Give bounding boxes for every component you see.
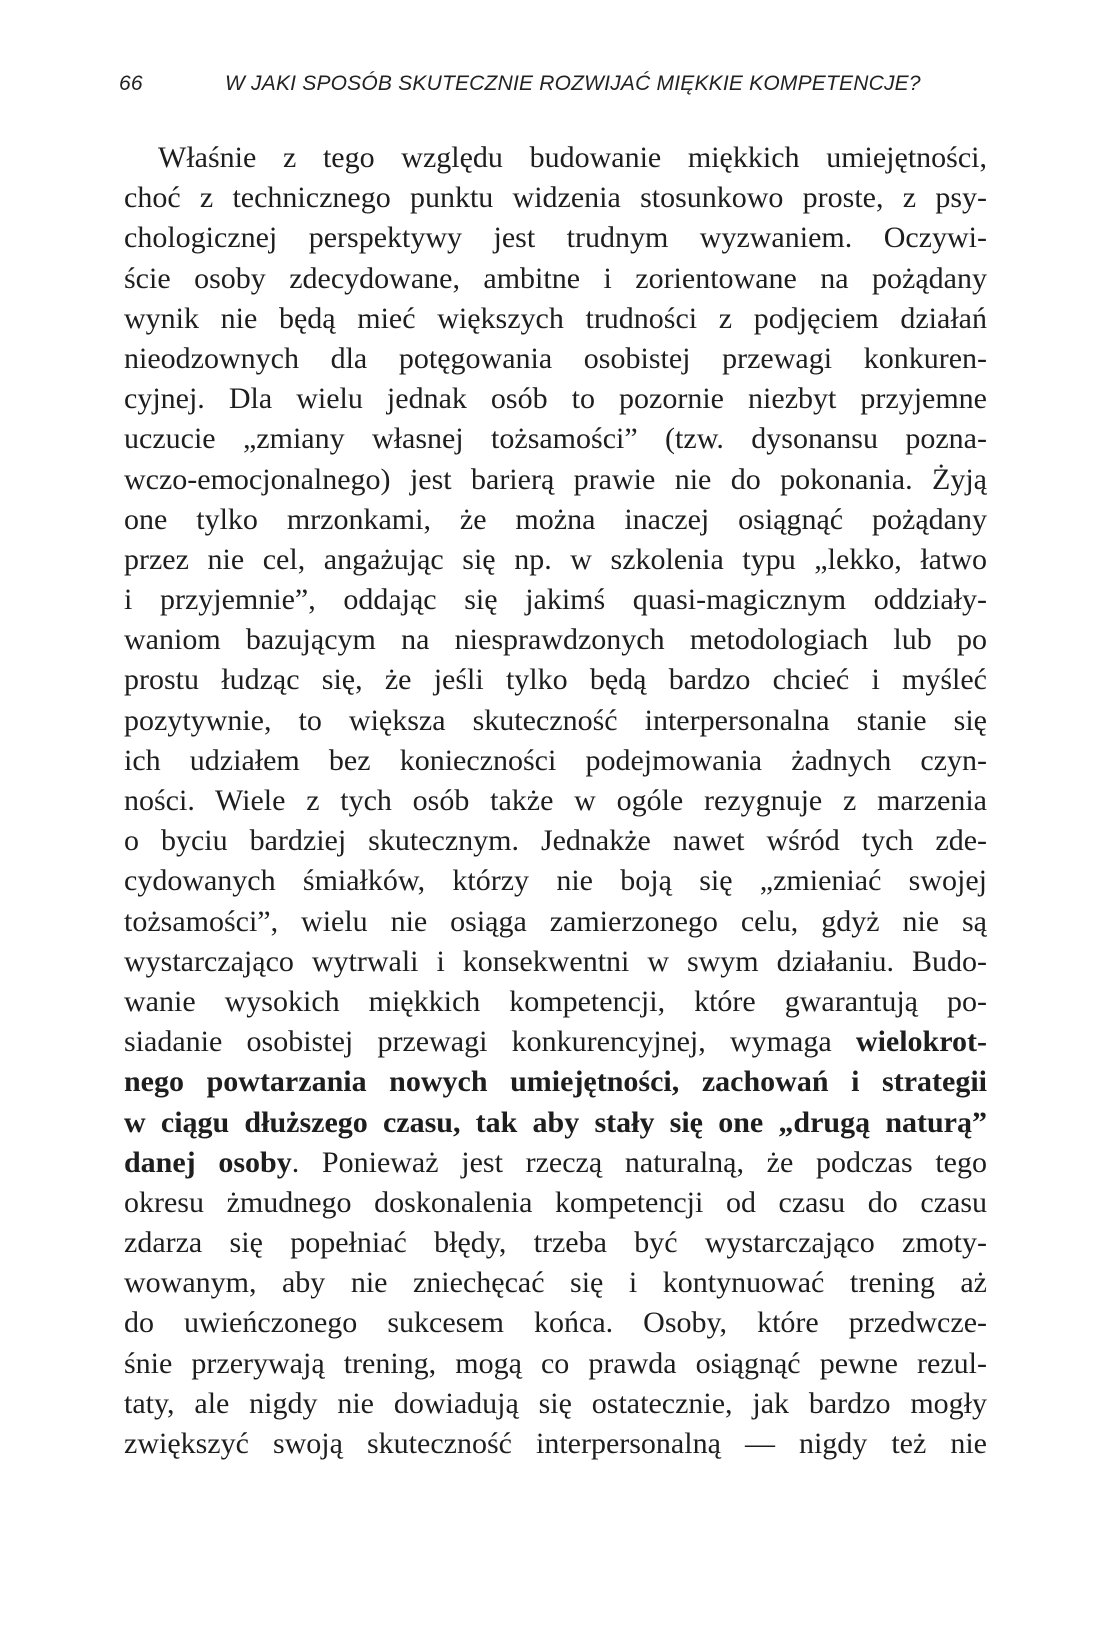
text-line [124,1022,987,1062]
text-line [124,138,987,178]
text-segment: Właśnie z tego względu budowanie miękkich umiejętności, [158,141,987,174]
text-line [124,660,987,700]
text-segment: do uwieńczonego sukcesem końca. Osoby, które przedwcze- [124,1306,987,1340]
text-line [124,1344,987,1384]
text-line [124,1424,987,1464]
text-line [124,540,987,580]
text-line [124,299,987,339]
text-line [124,1062,987,1102]
text-line [124,701,987,741]
text-segment: wczo-emocjonalnego) jest barierą prawie nie do pokonania. Żyją [124,462,987,496]
text-segment: tożsamości”, wielu nie osiąga zamierzonego celu, gdyż nie są [124,904,987,938]
text-line [124,942,987,982]
text-segment: śnie przerywają trening, mogą co prawda osiągnąć pewne rezul- [124,1346,987,1380]
page-header [119,72,987,104]
text-segment: o byciu bardziej skutecznym. Jednakże nawet wśród tych zde- [124,824,987,858]
text-segment: . Ponieważ jest rzeczą naturalną, że podczas tego [291,1145,987,1179]
text-segment: choć z technicznego punktu widzenia stosunkowo proste, z psy- [124,181,987,215]
text-line [124,178,987,218]
text-line [124,259,987,299]
text-segment: cyjnej. Dla wielu jednak osób to pozornie niezbyt przyjemne [124,382,987,416]
text-segment: okresu żmudnego doskonalenia kompetencji od czasu do czasu [124,1185,987,1219]
text-segment: siadanie osobistej przewagi konkurencyjnej, wymaga [124,1025,856,1059]
bold-text-segment: wielokrot- [855,1025,987,1059]
text-segment: prostu łudząc się, że jeśli tylko będą bardzo chcieć i myśleć [124,663,987,697]
text-segment: waniom bazującym na niesprawdzonych metodologiach lub po [124,623,987,657]
text-line [124,1303,987,1343]
text-segment: przez nie cel, angażując się np. w szkolenia typu „lekko, łatwo [124,542,987,576]
text-line [124,580,987,620]
text-line [124,500,987,540]
text-line [124,821,987,861]
bold-text-segment: w ciągu dłuższego czasu, tak aby stały się one „drugą naturą” [124,1105,987,1139]
text-segment: pozytywnie, to większa skuteczność interpersonalna stanie się [124,703,987,737]
text-segment: uczucie „zmiany własnej tożsamości” (tzw. dysonansu pozna- [124,422,987,456]
bold-text-segment: nego powtarzania nowych umiejętności, zachowań i strategii [124,1065,987,1099]
text-segment: one tylko mrzonkami, że można inaczej osiągnąć pożądany [124,502,987,536]
running-head: W JAKI SPOSÓB SKUTECZNIE ROZWIJAĆ MIĘKKIE KOMPETENCJE? [225,72,921,95]
text-segment: wanie wysokich miękkich kompetencji, które gwarantują po- [124,984,987,1018]
text-line [124,861,987,901]
text-segment: taty, ale nigdy nie dowiadują się ostatecznie, jak bardzo mogły [124,1386,987,1420]
text-segment: nieodzownych dla potęgowania osobistej przewagi konkuren- [124,341,987,375]
text-segment: zdarza się popełniać błędy, trzeba być wystarczająco zmoty- [124,1226,987,1260]
text-segment: wowanym, aby nie zniechęcać się i kontynuować trening aż [124,1266,987,1300]
text-segment: wystarczająco wytrwali i konsekwentni w swym działaniu. Budo- [124,944,987,978]
text-line [124,982,987,1022]
page-number: 66 [119,72,143,95]
body-paragraph [124,138,987,1464]
text-line [124,1384,987,1424]
text-segment: ście osoby zdecydowane, ambitne i zorientowane na pożądany [124,261,987,295]
text-segment: wynik nie będą mieć większych trudności z podjęciem działań [124,301,987,335]
text-segment: ich udziałem bez konieczności podejmowania żadnych czyn- [124,743,987,777]
text-line [124,1143,987,1183]
text-line [124,218,987,258]
text-line [124,902,987,942]
bold-text-segment: danej osoby [124,1145,292,1179]
text-segment: chologicznej perspektywy jest trudnym wyzwaniem. Oczywi- [124,221,987,255]
text-segment: zwiększyć swoją skuteczność interpersonalną — nigdy też nie [124,1427,987,1460]
text-line [124,379,987,419]
text-line [124,1223,987,1263]
text-line [124,1103,987,1143]
text-line [124,620,987,660]
text-line [124,460,987,500]
text-line [124,419,987,459]
text-segment: ności. Wiele z tych osób także w ogóle rezygnuje z marzenia [124,784,987,817]
text-line [124,781,987,821]
text-line [124,1263,987,1303]
text-segment: i przyjemnie”, oddając się jakimś quasi-magicznym oddziały- [124,583,987,617]
text-line [124,741,987,781]
text-line [124,1183,987,1223]
text-segment: cydowanych śmiałków, którzy nie boją się „zmieniać swojej [124,864,987,898]
text-line [124,339,987,379]
